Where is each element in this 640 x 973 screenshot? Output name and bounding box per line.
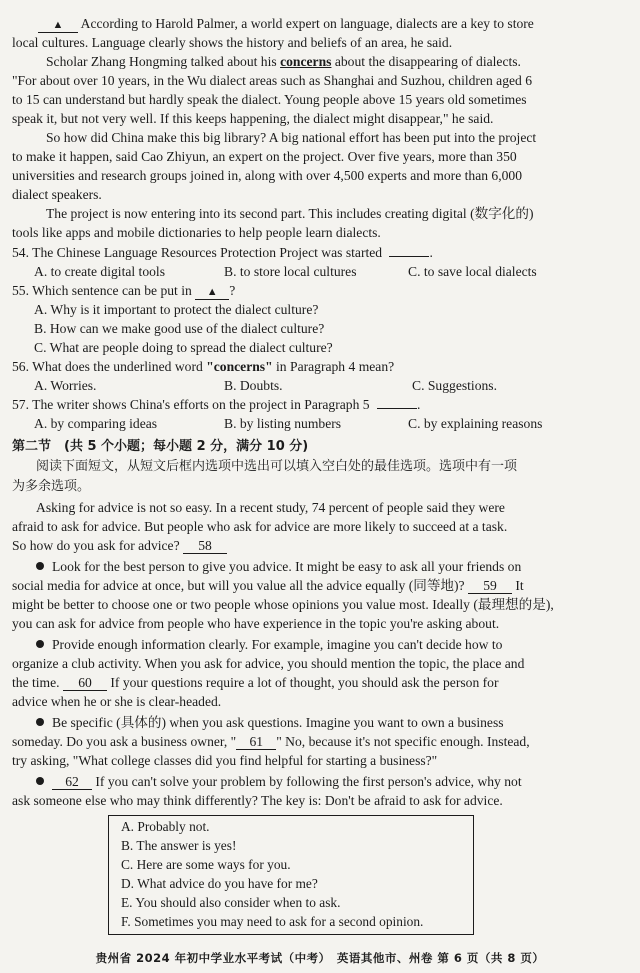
question-57: 57. The writer shows China's efforts on the project in Paragraph 5 . — [12, 397, 421, 412]
options-box — [108, 815, 474, 935]
cloze-line: Asking for advice is not so easy. In a recent study, 74 percent of people said they were — [36, 500, 505, 515]
q56-option-b[interactable]: B. Doubts. — [224, 378, 283, 393]
answer-blank[interactable] — [377, 408, 417, 409]
q55-option-b[interactable]: B. How can we make good use of the dialect culture? — [34, 321, 325, 336]
q57-option-a[interactable]: A. by comparing ideas — [34, 416, 158, 431]
option-a[interactable]: A. Probably not. — [121, 819, 210, 834]
passage-line: "For about over 10 years, in the Wu dialect areas such as Shanghai and Suzhou, children aged 6 — [12, 73, 533, 88]
q54-option-a[interactable]: A. to create digital tools — [34, 264, 165, 279]
cloze-line: might be better to choose one or two people whose opinions you value most. Ideally (最理想的是), — [12, 597, 554, 612]
q54-option-c[interactable]: C. to save local dialects — [408, 264, 537, 279]
cloze-line: social media for advice at once, but will you value all the advice equally (同等地)? 59 It — [12, 578, 524, 593]
cloze-line: 62 If you can't solve your problem by following the first person's advice, why not — [36, 772, 522, 791]
passage-line: local cultures. Language clearly shows the history and beliefs of an area, he said. — [12, 35, 453, 50]
page-footer: 贵州省 2024 年初中学业水平考试（中考） 英语其他市、州卷 第 6 页（共 8 页） — [95, 951, 545, 965]
cloze-line: organize a club activity. When you ask for advice, you should mention the topic, the place and — [12, 656, 525, 671]
passage-line: universities and research groups joined in, along with over 4,500 experts and more than 6,000 — [12, 168, 523, 183]
bullet-icon — [36, 562, 44, 570]
option-f[interactable]: F. Sometimes you may need to ask for a second opinion. — [121, 914, 424, 929]
question-54: 54. The Chinese Language Resources Protection Project was started . — [12, 245, 433, 260]
bullet-icon — [36, 718, 44, 726]
underlined-word-concerns: concerns — [280, 54, 332, 69]
passage-line: to make it happen, said Cao Zhiyun, an expert on the project. Over five years, more than 350 — [12, 149, 517, 164]
cloze-line: afraid to ask for advice. But people who ask for advice are more likely to succeed at a task. — [12, 519, 508, 534]
cloze-line: Look for the best person to give you advice. It might be easy to ask all your friends on — [36, 557, 521, 576]
question-55: 55. Which sentence can be put in ▲ ? — [12, 283, 236, 298]
passage-line: tools like apps and mobile dictionaries to help people learn dialects. — [12, 225, 381, 240]
cloze-line: try asking, "What college classes did you find helpful for starting a business?" — [12, 753, 438, 768]
q57-option-b[interactable]: B. by listing numbers — [224, 416, 342, 431]
cloze-line: advice when he or she is clear-headed. — [12, 694, 222, 709]
passage-line: to 15 can understand but hardly speak the dialect. Young people above 15 years old sometimes — [12, 92, 527, 107]
bullet-icon — [36, 640, 44, 648]
question-56: 56. What does the underlined word "concerns" in Paragraph 4 mean? — [12, 359, 395, 374]
cloze-line: the time. 60 If your questions require a lot of thought, you should ask the person for — [12, 675, 499, 690]
blank-triangle: ▲ — [38, 18, 78, 33]
blank-triangle: ▲ — [195, 285, 229, 300]
passage-line: The project is now entering into its second part. This includes creating digital (数字化的) — [46, 206, 534, 221]
cloze-line: you can ask for advice from people who have experience in the topic you're asking about. — [12, 616, 500, 631]
section-heading: 第二节 (共 5 个小题；每小题 2 分，满分 10 分) — [12, 439, 309, 454]
q55-option-a[interactable]: A. Why is it important to protect the dialect culture? — [34, 302, 319, 317]
instructions: 阅读下面短文，从短文后框内选项中选出可以填入空白处的最佳选项。选项中有一项 — [36, 459, 518, 474]
cloze-line: ask someone else who may think differently? The key is: Don't be afraid to ask for advice. — [12, 793, 503, 808]
cloze-line: So how do you ask for advice? 58 — [12, 536, 227, 555]
q55-option-c[interactable]: C. What are people doing to spread the dialect culture? — [34, 340, 333, 355]
option-d[interactable]: D. What advice do you have for me? — [121, 876, 318, 891]
blank-62[interactable]: 62 — [52, 775, 92, 790]
q54-option-b[interactable]: B. to store local cultures — [224, 264, 357, 279]
cloze-line: someday. Do you ask a business owner, " 61 " No, because it's not specific enough. Instead, — [12, 734, 530, 749]
passage-line: Scholar Zhang Hongming talked about his concerns about the disappearing of dialects. — [46, 54, 521, 69]
blank-61[interactable]: 61 — [236, 735, 276, 750]
instructions: 为多余选项。 — [12, 479, 91, 494]
passage-line: So how did China make this big library? A big national effort has been put into the project — [46, 130, 537, 145]
option-b[interactable]: B. The answer is yes! — [121, 838, 237, 853]
option-c[interactable]: C. Here are some ways for you. — [121, 857, 291, 872]
q57-option-c[interactable]: C. by explaining reasons — [408, 416, 543, 431]
passage-line: speak it, but not very well. If this keeps happening, the dialect might disappear," he said. — [12, 111, 494, 126]
blank-59[interactable]: 59 — [468, 579, 512, 594]
answer-blank[interactable] — [389, 256, 429, 257]
blank-58[interactable]: 58 — [183, 539, 227, 554]
cloze-line: Be specific (具体的) when you ask questions. Imagine you want to own a business — [36, 713, 504, 732]
option-e[interactable]: E. You should also consider when to ask. — [121, 895, 341, 910]
q56-option-c[interactable]: C. Suggestions. — [412, 378, 497, 393]
cloze-line: Provide enough information clearly. For example, imagine you can't decide how to — [36, 635, 502, 654]
passage-line: ▲ According to Harold Palmer, a world expert on language, dialects are a key to store — [38, 14, 534, 33]
q56-option-a[interactable]: A. Worries. — [34, 378, 97, 393]
bullet-icon — [36, 777, 44, 785]
blank-60[interactable]: 60 — [63, 676, 107, 691]
passage-line: dialect speakers. — [12, 187, 102, 202]
